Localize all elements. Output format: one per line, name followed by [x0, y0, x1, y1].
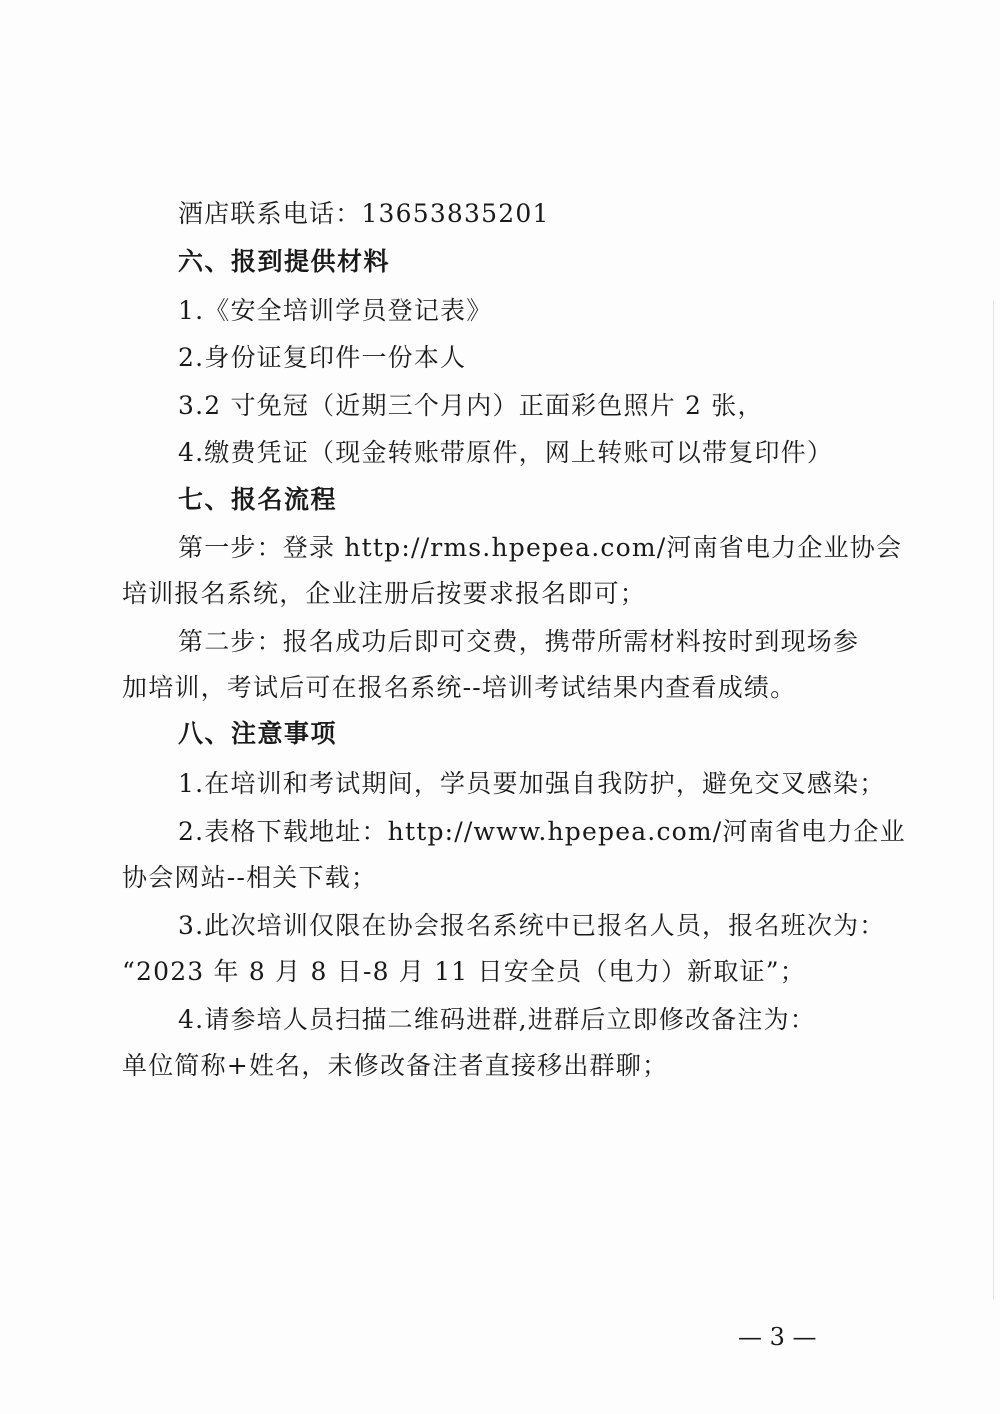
section-7-step-1-line-1: 第一步：登录 http://rms.hpepea.com/河南省电力企业协会	[178, 533, 903, 562]
section-7-step-2-line-1: 第二步：报名成功后即可交费，携带所需材料按时到现场参	[178, 627, 860, 656]
section-8-heading: 八、注意事项	[178, 719, 338, 748]
section-7-step-1-line-2: 培训报名系统，企业注册后按要求报名即可；	[122, 579, 647, 608]
section-8-item-3-line-2: “2023 年 8 月 8 日-8 月 11 日安全员（电力）新取证”；	[122, 957, 806, 986]
section-8-item-2-line-2: 协会网站--相关下载；	[122, 863, 378, 892]
section-6-item-1: 1.《安全培训学员登记表》	[178, 296, 493, 325]
section-6-item-2: 2.身份证复印件一份本人	[178, 343, 467, 372]
scan-edge-shadow	[993, 300, 994, 1300]
hotel-phone-line: 酒店联系电话：13653835201	[178, 199, 550, 228]
section-8-item-2-line-1: 2.表格下载地址：http://www.hpepea.com/河南省电力企业	[178, 817, 906, 846]
section-7-step-2-line-2: 加培训，考试后可在报名系统--培训考试结果内查看成绩。	[122, 673, 797, 702]
section-8-item-4-line-1: 4.请参培人员扫描二维码进群,进群后立即修改备注为：	[178, 1005, 817, 1034]
section-6-item-3: 3.2 寸免冠（近期三个月内）正面彩色照片 2 张，	[178, 391, 764, 420]
section-8-item-3-line-1: 3.此次培训仅限在协会报名系统中已报名人员，报名班次为：	[178, 911, 886, 940]
section-6-heading: 六、报到提供材料	[178, 247, 391, 276]
section-6-item-4: 4.缴费凭证（现金转账带原件，网上转账可以带复印件）	[178, 438, 834, 467]
section-7-heading: 七、报名流程	[178, 485, 338, 514]
page-number: — 3 —	[738, 1323, 817, 1351]
section-8-item-1: 1.在培训和考试期间，学员要加强自我防护，避免交叉感染；	[178, 769, 886, 798]
section-8-item-4-line-2: 单位简称+姓名，未修改备注者直接移出群聊；	[122, 1051, 669, 1080]
